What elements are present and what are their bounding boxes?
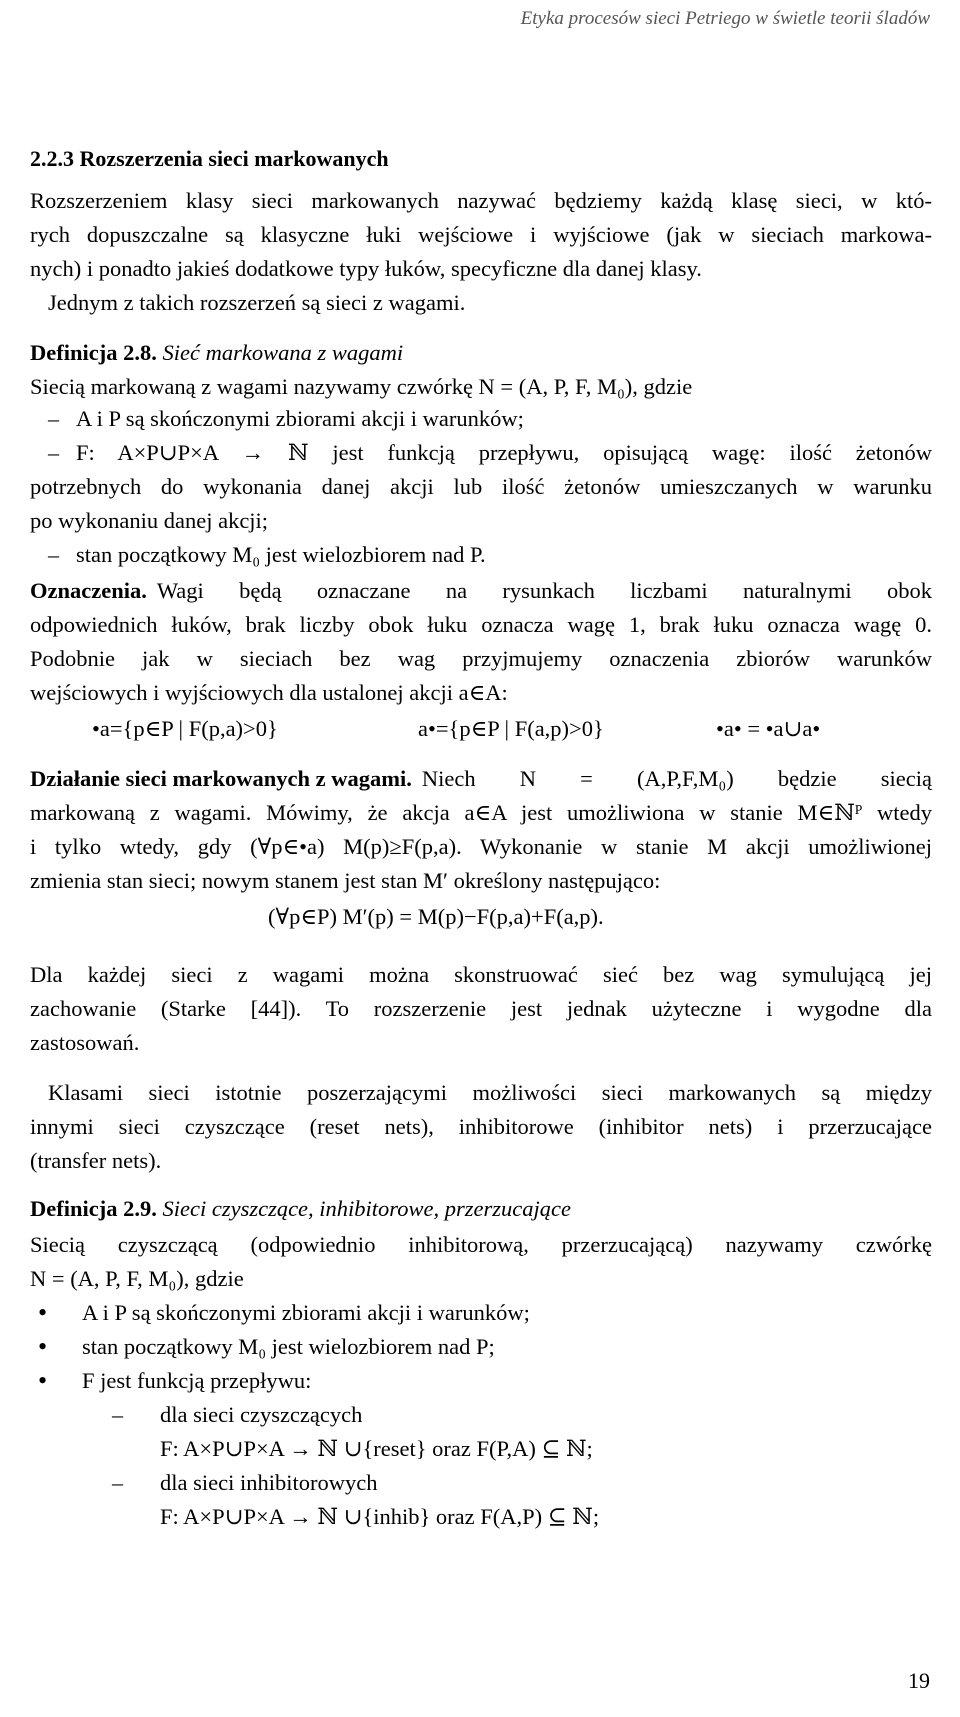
notation-line-3: Podobnie jak w sieciach bez wag przyjmujemy oznaczenia zbiorów warunków (30, 646, 932, 671)
firing-rule-formula: (∀p∈P) M′(p) = M(p)−F(p,a)+F(a,p). (268, 904, 604, 929)
inhibitor-nets-label: dla sieci inhibitorowych (160, 1470, 378, 1495)
paragraph-1-line-2: zachowanie (Starke [44]). To rozszerzenie jest jednak użyteczne i wygodne dla (30, 996, 932, 1021)
paragraph-2-line-2: innymi sieci czyszczące (reset nets), inhibitorowe (inhibitor nets) i przerzucające (30, 1114, 932, 1139)
notation-text: Wagi będą oznaczane na rysunkach liczbami naturalnymi obok (156, 578, 932, 603)
dash-bullet: – (112, 1402, 123, 1427)
notation-line-1 (30, 574, 932, 608)
definition-label: Definicja 2.8. (30, 340, 157, 365)
dash-bullet: – (48, 406, 59, 431)
action-label: Działanie sieci markowanych z wagami. (30, 766, 412, 791)
dash-bullet: – (48, 542, 59, 567)
reset-nets-formula: F: A×P∪P×A → ℕ ∪{reset} oraz F(P,A) ⊆ ℕ; (160, 1436, 593, 1461)
intro-line-3: nych) i ponadto jakieś dodatkowe typy łuków, specyficzne dla danej klasy. (30, 256, 702, 281)
definition-2-9-line-1: Siecią czyszczącą (odpowiednio inhibitorową, przerzucającą) nazywamy czwórkę (30, 1232, 932, 1257)
definition-2-8-item-2b: potrzebnych do wykonania danej akcji lub ilość żetonów umieszczanych w warunku (30, 474, 932, 499)
definition-2-8-line-1: Siecią markowaną z wagami nazywamy czwórkę N = (A, P, F, M₀), gdzie (30, 374, 693, 399)
definition-2-8-heading (30, 336, 403, 370)
reset-nets-label: dla sieci czyszczących (160, 1402, 363, 1427)
paragraph-2-line-3: (transfer nets). (30, 1148, 162, 1173)
definition-title: Sieć markowana z wagami (162, 340, 404, 365)
action-line-3: i tylko wtedy, gdy (∀p∈•a) M(p)≥F(p,a). Wykonanie w stanie M akcji umożliwionej (30, 834, 932, 859)
paragraph-1-line-1: Dla każdej sieci z wagami można skonstruować sieć bez wag symulującą jej (30, 962, 932, 987)
dash-bullet: – (112, 1470, 123, 1495)
paragraph-1-line-3: zastosowań. (30, 1030, 140, 1055)
action-line-2: markowaną z wagami. Mówimy, że akcja a∈A jest umożliwiona w stanie M∈ℕᴾ wtedy (30, 800, 932, 825)
definition-2-9-bullet-2: stan początkowy M₀ jest wielozbiorem nad P; (82, 1334, 495, 1359)
definition-2-9-bullet-3: F jest funkcją przepływu: (82, 1368, 312, 1393)
definition-2-9-line-2: N = (A, P, F, M₀), gdzie (30, 1266, 244, 1291)
preset-formula: •a={p∈P | F(p,a)>0} (92, 716, 278, 741)
action-line-1 (30, 762, 932, 796)
postset-formula: a•={p∈P | F(a,p)>0} (418, 716, 604, 741)
definition-title: Sieci czyszczące, inhibitorowe, przerzucające (162, 1196, 571, 1221)
notation-line-4: wejściowych i wyjściowych dla ustalonej akcji a∈A: (30, 680, 508, 705)
inhibitor-nets-formula: F: A×P∪P×A → ℕ ∪{inhib} oraz F(A,P) ⊆ ℕ; (160, 1504, 600, 1529)
definition-2-8-item-3: stan początkowy M₀ jest wielozbiorem nad P. (76, 542, 486, 567)
dash-bullet: – (48, 440, 59, 465)
intro-line-4: Jednym z takich rozszerzeń są sieci z wagami. (48, 290, 466, 315)
action-line-4: zmienia stan sieci; nowym stanem jest stan M′ określony następująco: (30, 868, 661, 893)
intro-line-1: Rozszerzeniem klasy sieci markowanych nazywać będziemy każdą klasę sieci, w któ- (30, 188, 932, 213)
bullet-icon: • (38, 1366, 48, 1395)
intro-line-2: rych dopuszczalne są klasyczne łuki wejściowe i wyjściowe (jak w sieciach markowa- (30, 222, 932, 247)
definition-2-8-item-2c: po wykonaniu danej akcji; (30, 508, 269, 533)
definition-label: Definicja 2.9. (30, 1196, 157, 1221)
section-heading: 2.2.3 Rozszerzenia sieci markowanych (30, 146, 389, 171)
action-text: Niech N = (A,P,F,M₀) będzie siecią (421, 766, 932, 791)
definition-2-8-item-1: A i P są skończonymi zbiorami akcji i warunków; (76, 406, 524, 431)
running-header: Etyka procesów sieci Petriego w świetle teorii śladów (520, 8, 930, 29)
notation-line-2: odpowiednich łuków, brak liczby obok łuku oznacza wagę 1, brak łuku oznacza wagę 0. (30, 612, 932, 637)
notation-label: Oznaczenia. (30, 578, 147, 603)
bullet-icon: • (38, 1332, 48, 1361)
definition-2-9-bullet-1: A i P są skończonymi zbiorami akcji i warunków; (82, 1300, 530, 1325)
definition-2-8-item-2a: F: A×P∪P×A → ℕ jest funkcją przepływu, opisującą wagę: ilość żetonów (76, 440, 932, 465)
bullet-icon: • (38, 1298, 48, 1327)
paragraph-2-line-1: Klasami sieci istotnie poszerzającymi możliwości sieci markowanych są między (48, 1080, 932, 1105)
neighbourhood-formula: •a• = •a∪a• (716, 716, 821, 741)
page-number: 19 (908, 1668, 930, 1693)
definition-2-9-heading (30, 1192, 571, 1226)
